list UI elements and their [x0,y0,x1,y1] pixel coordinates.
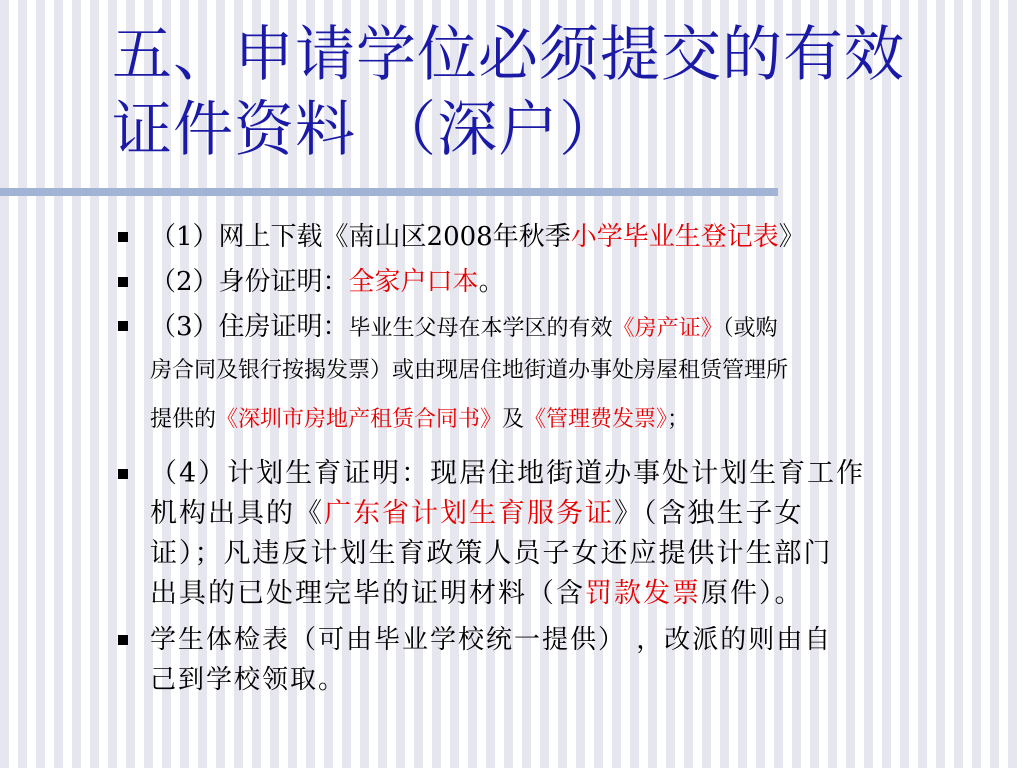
item-3-l1-post: （或购 [722,316,778,341]
item-3-l3-pre: 提供的 [150,407,217,432]
item-1-highlight: 小学毕业生登记表 [570,222,779,252]
item-1-text [150,214,1012,260]
bullet-square-icon [118,321,128,331]
slide-title [112,18,1012,168]
title-line-1: 五、申请学位必须提交的有效 [112,20,905,90]
bullet-item-3 [112,306,1012,448]
item-2-text [150,260,1012,304]
title-line-2: 证件资料 （深户） [112,95,621,165]
item-3-l1-highlight: 《房产证》 [612,316,723,341]
item-4-l2-highlight: 广东省计划生育服务证 [324,498,614,529]
bullet-square-icon [118,635,128,645]
item-2-post: 。 [478,267,505,297]
item-1-post: 》 [778,222,805,252]
title-underline [0,188,778,196]
item-4-l4-highlight: 罚款发票 [585,578,701,609]
item-4-l4-pre: 出具的已处理完毕的证明材料（含 [150,578,585,609]
item-4-l2-pre: 机构出具的《 [150,498,324,529]
bullet-item-2 [112,260,1012,304]
item-4-line-3: 证）；凡违反计划生育政策人员子女还应提供计生部门 [150,538,833,569]
bullet-square-icon [118,469,128,479]
item-3-l3-mid: 及 [502,407,525,432]
item-3-line-3 [150,392,1012,448]
item-3-line-1 [150,306,1012,350]
bullet-list [112,214,1012,700]
item-4-line-1: （4）计划生育证明：现居住地街道办事处计划生育工作 [150,458,866,489]
item-3-line-2: 房合同及银行按揭发票）或由现居住地街道办事处房屋租赁管理所 [150,358,789,383]
item-2-highlight: 全家户口本 [348,267,479,297]
item-3-l3-highlight-2: 《管理费发票》 [524,407,668,432]
item-5-line-1: 学生体检表（可由毕业学校统一提供） ，改派的则由自 [150,625,833,655]
bullet-square-icon [118,232,128,242]
bullet-item-4 [112,454,1012,614]
bullet-item-5 [112,620,1012,700]
item-2-pre: （2）身份证明： [150,267,349,297]
item-3-heading: （3）住房证明： [150,312,349,342]
bullet-item-1 [112,214,1012,260]
item-3-l1-pre: 毕业生父母在本学区的有效 [348,316,613,341]
item-4-l2-post: 》（含独生子女 [614,498,804,529]
item-4-line-2 [150,494,1012,534]
item-3-l3-post: ； [667,407,690,432]
item-3-l3-highlight-1: 《深圳市房地产租赁合同书》 [216,407,503,432]
item-4-line-4 [150,574,1012,614]
item-1-pre: （1）网上下载《南山区2008年秋季 [150,222,571,252]
item-5-line-2: 己到学校领取。 [150,665,347,695]
bullet-square-icon [118,277,128,287]
item-4-l4-post: 原件）。 [701,578,804,609]
